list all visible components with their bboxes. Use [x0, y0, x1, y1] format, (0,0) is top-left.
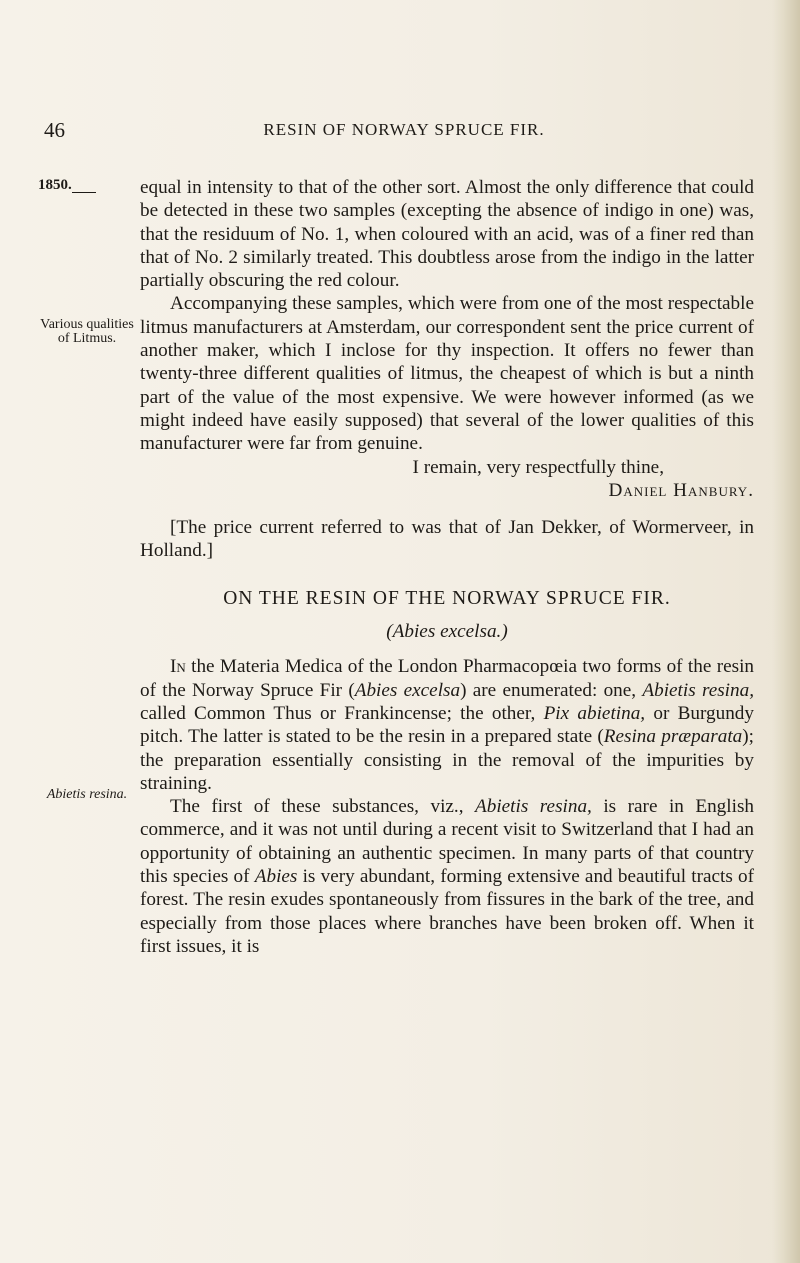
text-run: The first of these substances, viz.,: [170, 796, 476, 818]
text-run: is rare in English commerce, and it was not until during a recent visit to Switzerland that I had an opportunity of obtaining an authentic specimen. In many parts of that country this species of: [140, 796, 755, 888]
text-run: ); the preparation essentially consisting in the removal of the impurities by straining.: [140, 726, 754, 794]
letter-paragraph-1: equal in intensity to that of the other sort. Almost the only difference that could be detected in these two samples (excepting the absence of indigo in one) was, that the residuum of No. 1, when coloured with an acid, was of a finer red than that of No. 2 similarly treated. This doubtless arose from the indigo in the latter partially obscuring the red colour.: [140, 177, 754, 292]
letter-signature: Daniel Hanbury.: [608, 479, 754, 501]
article-title: ON THE RESIN OF THE NORWAY SPRUCE FIR.: [223, 587, 671, 609]
editor-note: [The price current referred to was that of Jan Dekker, of Wormerveer, in Holland.]: [140, 517, 754, 562]
article-paragraph-2: [140, 795, 754, 958]
margin-dash: [72, 192, 96, 193]
italic-run: Pix abietina,: [543, 702, 646, 724]
article-lead-word: In: [170, 656, 186, 678]
page-number: 46: [44, 118, 65, 142]
italic-run: Abies excelsa: [354, 679, 461, 701]
article-paragraph-1: [140, 655, 754, 795]
margin-year: 1850.: [38, 177, 72, 193]
italic-run: Abies: [254, 866, 298, 888]
text-run: is very abundant, forming extensive and beautiful tracts of forest. The resin exudes spontaneously from fissures in the bark of the tree, and especially from those places where branches have been broken off. When it first issues, it is: [140, 866, 754, 957]
article-subtitle: (Abies excelsa.): [386, 621, 508, 643]
letter-closing: I remain, very respectfully thine,: [412, 456, 664, 478]
page-header: [44, 118, 764, 142]
text-run: the Materia Medica of the London Pharmacopœia two forms of the resin of the Norway Spruce Fir (: [140, 656, 754, 701]
page-edge-shadow: [772, 0, 800, 1263]
letter-paragraph-2: Accompanying these samples, which were from one of the most respectable litmus manufacturers at Amsterdam, our correspondent sent the price current of another maker, which I inclose for thy inspection. It offers no fewer than twenty-three different qualities of litmus, the cheapest of which is but a ninth part of the value of the most expensive. We were however informed (as we might indeed have easily supposed) that several of the lower qualities of this manufacturer were far from genuine.: [140, 293, 754, 455]
italic-run: Abietis resina,: [642, 679, 755, 701]
text-run: ) are enumerated: one,: [460, 679, 643, 701]
running-title: RESIN OF NORWAY SPRUCE FIR.: [263, 120, 545, 139]
italic-run: Resina præparata: [603, 726, 743, 748]
text-run: called Common Thus or Frankincense; the other,: [140, 702, 544, 724]
main-text: [140, 176, 754, 958]
margin-note-abietis: Abietis resina.: [46, 787, 128, 802]
italic-run: Abietis resina,: [475, 796, 592, 818]
margin-note-litmus: Various qualities of Litmus.: [40, 317, 134, 346]
text-run: or Burgundy pitch. The latter is stated to be the resin in a prepared state (: [140, 702, 754, 748]
